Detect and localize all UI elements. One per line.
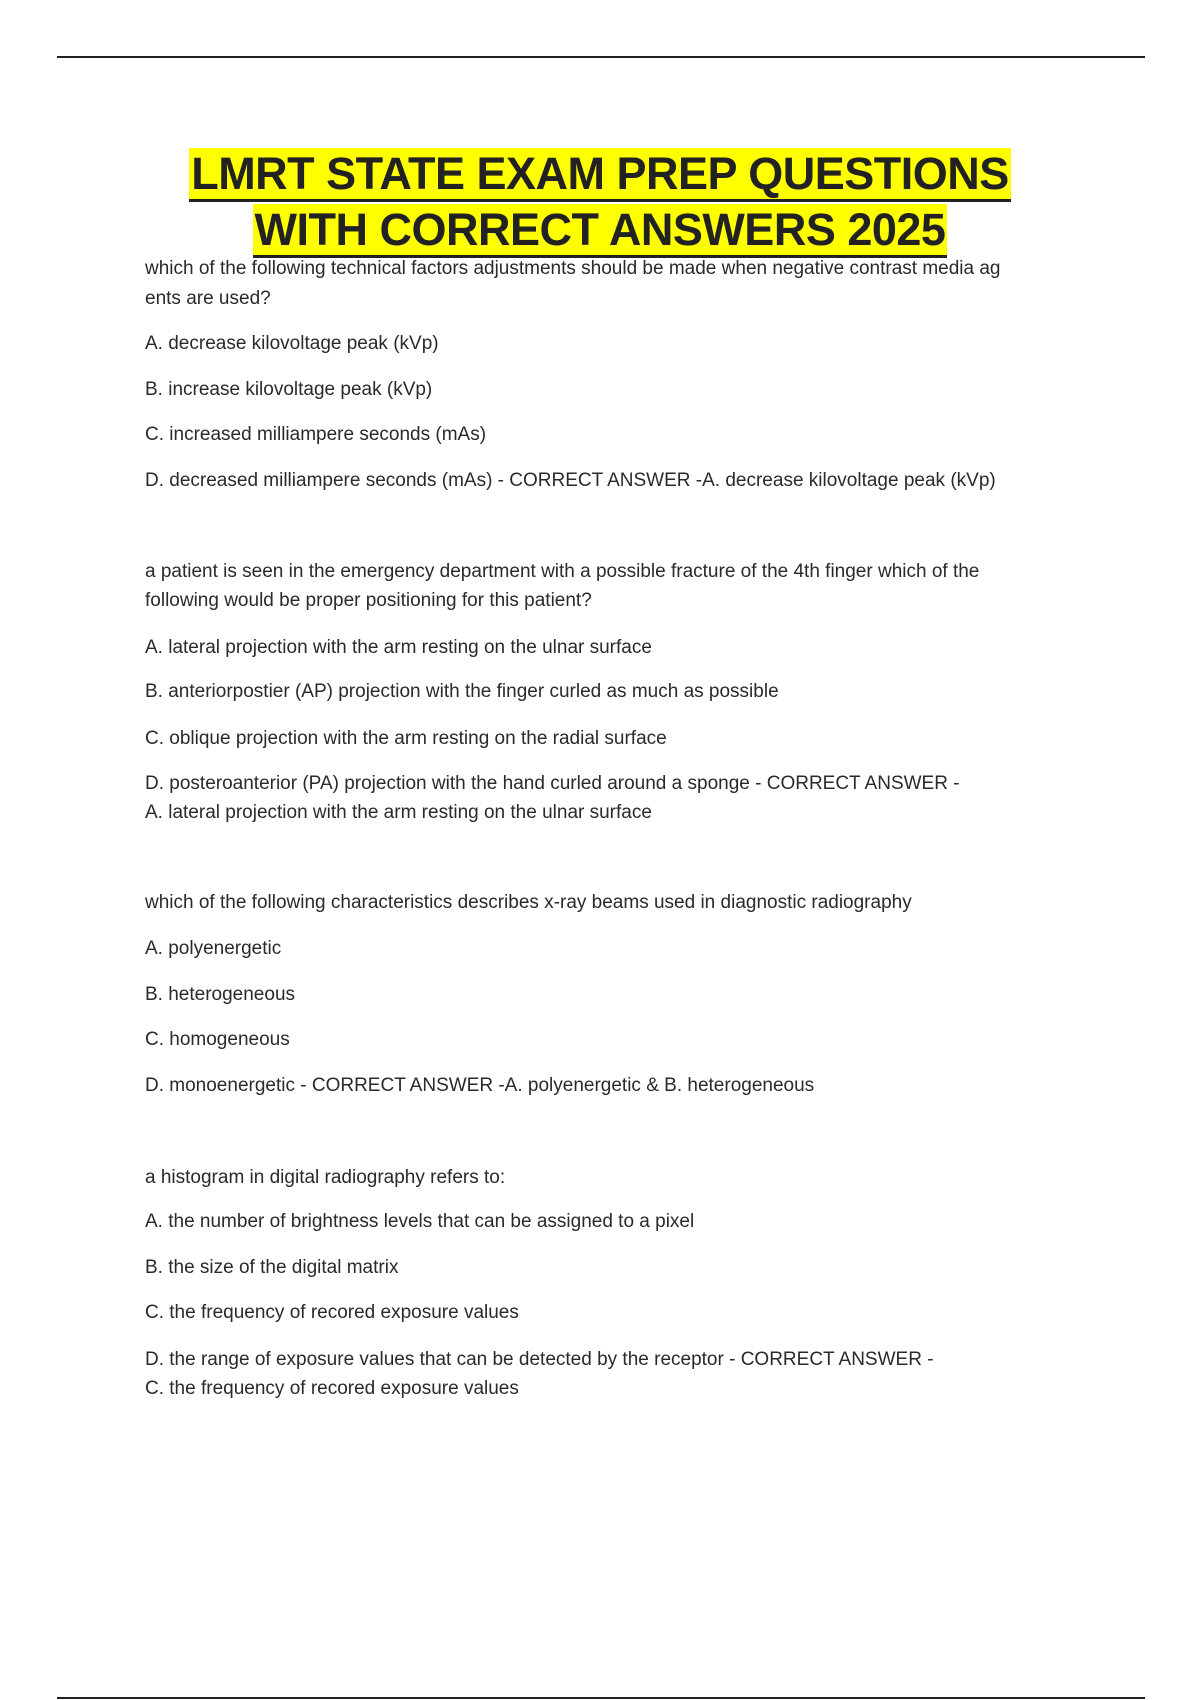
question-3-text: which of the following characteristics describes x-ray beams used in diagnostic radiography	[145, 892, 912, 913]
question-2-text-line-2: following would be proper positioning for this patient?	[145, 590, 592, 611]
question-2-option-a: A. lateral projection with the arm resting on the ulnar surface	[145, 637, 652, 658]
question-2-option-b: B. anteriorpostier (AP) projection with the finger curled as much as possible	[145, 681, 779, 702]
question-1-text-line-2: ents are used?	[145, 288, 271, 309]
question-2-option-c: C. oblique projection with the arm resting on the radial surface	[145, 728, 667, 749]
question-4-option-a: A. the number of brightness levels that can be assigned to a pixel	[145, 1211, 695, 1232]
title-line-1: LMRT STATE EXAM PREP QUESTIONS	[189, 148, 1011, 202]
question-1-option-d-answer: D. decreased milliampere seconds (mAs) - CORRECT ANSWER -A. decrease kilovoltage peak (kVp)	[145, 470, 996, 491]
question-4-answer: C. the frequency of recored exposure values	[145, 1378, 519, 1399]
bottom-rule	[57, 1697, 1145, 1699]
question-2-option-d: D. posteroanterior (PA) projection with the hand curled around a sponge - CORRECT ANSWER -	[145, 773, 960, 794]
top-rule	[57, 56, 1145, 58]
question-1-option-b: B. increase kilovoltage peak (kVp)	[145, 379, 433, 400]
question-1-text-line-1: which of the following technical factors adjustments should be made when negative contrast media ag	[145, 258, 1001, 279]
question-4-option-b: B. the size of the digital matrix	[145, 1257, 399, 1278]
question-2-answer: A. lateral projection with the arm resting on the ulnar surface	[145, 802, 652, 823]
question-3-option-a: A. polyenergetic	[145, 938, 282, 959]
question-3-option-c: C. homogeneous	[145, 1029, 290, 1050]
question-2-text-line-1: a patient is seen in the emergency department with a possible fracture of the 4th finger which of the	[145, 561, 980, 582]
question-4-option-c: C. the frequency of recored exposure values	[145, 1302, 519, 1323]
question-4-option-d: D. the range of exposure values that can be detected by the receptor - CORRECT ANSWER -	[145, 1349, 934, 1370]
question-3-option-b: B. heterogeneous	[145, 984, 296, 1005]
title-line-2: WITH CORRECT ANSWERS 2025	[253, 204, 948, 258]
question-3-option-d-answer: D. monoenergetic - CORRECT ANSWER -A. polyenergetic & B. heterogeneous	[145, 1075, 815, 1096]
question-4-text: a histogram in digital radiography refers to:	[145, 1167, 506, 1188]
document-title	[0, 146, 1200, 258]
question-1-option-a: A. decrease kilovoltage peak (kVp)	[145, 333, 439, 354]
question-1-option-c: C. increased milliampere seconds (mAs)	[145, 424, 487, 445]
